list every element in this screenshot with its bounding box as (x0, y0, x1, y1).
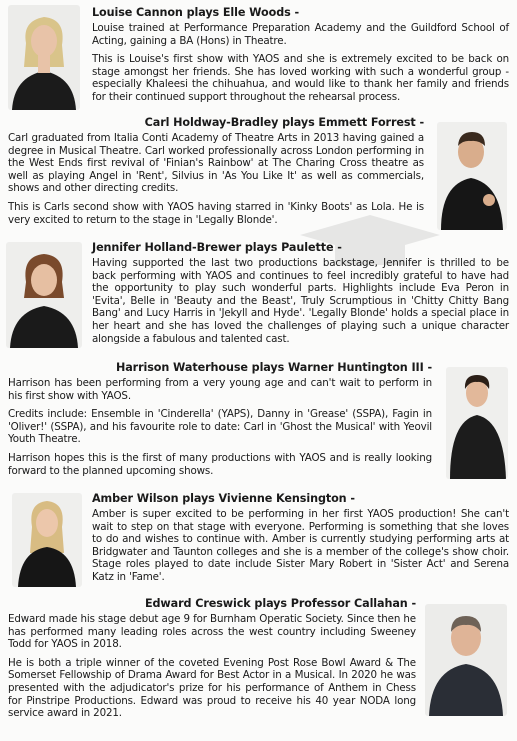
bio-paragraph: Credits include: Ensemble in 'Cinderella' (YAPS), Danny in 'Grease' (SSPA), Fagin in 'Oliver!' (SSPA), and his favourite role to date: Carl in 'Ghost the Musical' with Yeovil Youth Theatre. (8, 408, 432, 446)
bio-paragraph: Harrison hopes this is the first of many productions with YAOS and is really looking forward to the planned upcoming shows. (8, 451, 432, 477)
bio-amber-wilson (92, 492, 509, 590)
bio-heading: Harrison Waterhouse plays Warner Huntington III - (115, 361, 432, 374)
photo-jennifer-holland-brewer (6, 242, 82, 348)
photo-louise-cannon (8, 5, 80, 110)
bio-louise-cannon (92, 6, 509, 110)
bio-paragraph: Carl graduated from Italia Conti Academy of Theatre Arts in 2013 having gained a degree in Musical Theatre. Carl worked professionally across London performing in the West Ends first revival of 'Finian's Rainbow' at The Charing Cross theatre as well as playing Angel in 'Rent', Silvius in 'As You Like It' as well as commercials, shows and other directing credits. (8, 132, 424, 195)
bio-heading: Carl Holdway-Bradley plays Emmett Forrest - (144, 116, 424, 129)
bio-paragraph: Having supported the last two productions backstage, Jennifer is thrilled to be back performing with YAOS and continues to feel incredibly grateful to have had the opportunity to play such wonderful parts. Highlights include Eva Peron in 'Evita', Belle in 'Beauty and the Beast', Truly Scrumptious in 'Chitty Chitty Bang Bang' and Lucy Harris in 'Jekyll and Hyde'. 'Legally Blonde' holds a special place in her heart and she has loved the challenges of playing such a unique character alongside a fabulous and talented cast. (92, 257, 509, 345)
bio-heading: Edward Creswick plays Professor Callahan - (144, 597, 416, 610)
bio-heading: Jennifer Holland-Brewer plays Paulette - (92, 241, 342, 254)
bio-paragraph: This is Louise's first show with YAOS and she is extremely excited to be back on stage amongst her friends. She has loved working with such a wonderful group - especially Khaleesi the chihuahua, and would like to thank her family and friends for their continued support throughout the rehearsal process. (92, 53, 509, 103)
bio-carl-holdway-bradley (8, 116, 424, 232)
bio-paragraph: Harrison has been performing from a very young age and can't wait to perform in his first show with YAOS. (8, 377, 432, 402)
bio-heading: Louise Cannon plays Elle Woods - (92, 6, 299, 19)
bio-paragraph: Louise trained at Performance Preparation Academy and the Guildford School of Acting, gaining a BA (Hons) in Theatre. (92, 22, 509, 47)
bio-paragraph: Amber is super excited to be performing in her first YAOS production! She can't wait to step on that stage with everyone. Performing is something that she loves to do and wishes to continue with. Amber is currently studying performing arts at Bridgwater and Taunton colleges and she is a member of the college's show choir. Stage roles played to date include Sister Mary Robert in 'Sister Act' and Serena Katz in 'Fame'. (92, 508, 509, 583)
bio-harrison-waterhouse (8, 361, 432, 483)
bio-jennifer-holland-brewer (92, 241, 509, 351)
bio-paragraph: He is both a triple winner of the coveted Evening Post Rose Bowl Award & The Somerset Fellowship of Drama Award for Best Actor in a Musical. In 2020 he was presented with the adjudicator's prize for his performance of Anthem in Chess for Pinstripe Productions. Edward was proud to receive his 40 year NODA long service award in 2021. (8, 656, 416, 720)
photo-amber-wilson (12, 493, 82, 587)
bio-paragraph: Edward made his stage debut age 9 for Burnham Operatic Society. Since then he has performed many leading roles across the west country including Sweeney Todd for YAOS in 2018. (8, 613, 416, 651)
photo-carl-holdway-bradley (437, 122, 507, 230)
bio-heading: Amber Wilson plays Vivienne Kensington - (92, 492, 355, 505)
photo-harrison-waterhouse (446, 367, 508, 479)
bio-paragraph: This is Carls second show with YAOS having starred in 'Kinky Boots' as Lola. He is very excited to return to the stage in 'Legally Blonde'. (8, 200, 424, 226)
photo-edward-creswick (425, 604, 507, 716)
bio-edward-creswick (8, 597, 416, 726)
